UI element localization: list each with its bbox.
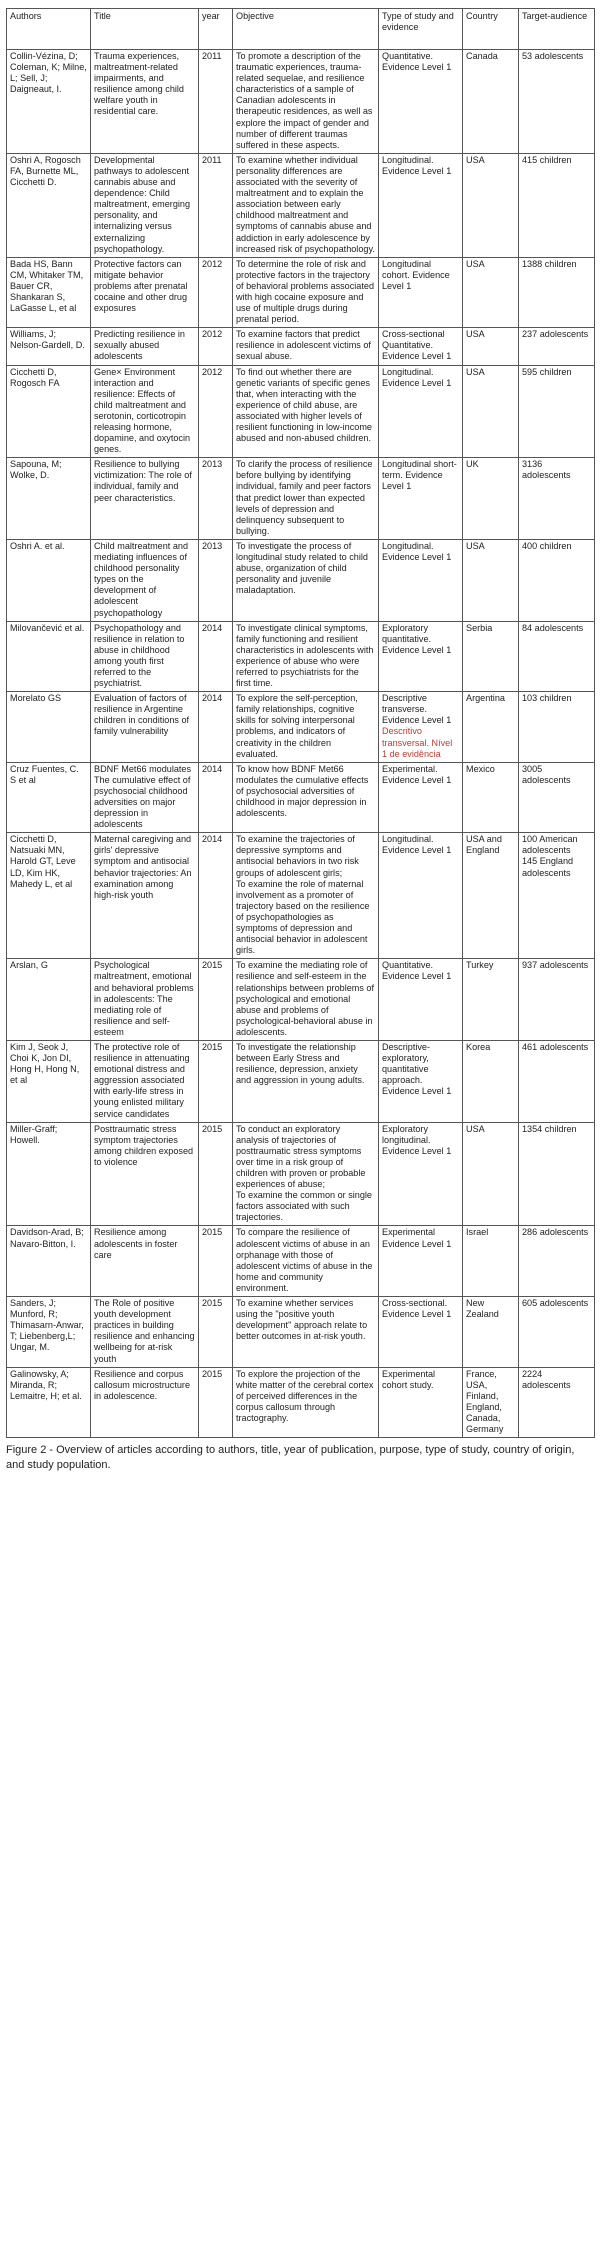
- cell-country: Turkey: [463, 959, 519, 1041]
- cell-title: BDNF Met66 modulates The cumulative effect of psychosocial childhood adversities on major depression in adolescents: [91, 762, 199, 833]
- cell-target: [519, 692, 595, 763]
- cell-type: [379, 328, 463, 365]
- cell-type-text: Longitudinal. Evidence Level 1: [382, 154, 452, 176]
- cell-title: Predicting resilience in sexually abused adolescents: [91, 328, 199, 365]
- cell-year: 2015: [199, 1367, 233, 1438]
- cell-type-text: Quantitative. Evidence Level 1: [382, 51, 452, 73]
- cell-objective-line: To examine whether individual personality differences are associated with the severity of maltreatment and to explain the association between early childhood maltreatment and symptoms of cannabis abuse and addiction in early adolescence by increased risk of psychopathology.: [236, 154, 375, 254]
- cell-target: [519, 1040, 595, 1122]
- cell-objective: [233, 539, 379, 621]
- cell-type-text: Longitudinal. Evidence Level 1: [382, 366, 452, 388]
- cell-title: Trauma experiences, maltreatment-related impairments, and resilience among child welfare youth in residential care.: [91, 50, 199, 154]
- cell-target: [519, 959, 595, 1041]
- cell-title: Gene× Environment interaction and resilience: Effects of child maltreatment and serotonin, corticotropin releasing hormone, dopamine, and oxytocin genes.: [91, 365, 199, 458]
- header-title: Title: [91, 9, 199, 50]
- table-row: [7, 153, 595, 257]
- cell-type-text: Cross-sectional Quantitative. Evidence Level 1: [382, 329, 452, 362]
- cell-title: The Role of positive youth development practices in building resilience and enhancing wellbeing for at-risk youth: [91, 1297, 199, 1368]
- cell-objective-line: To examine the role of maternal involvement as a promoter of trajectory based on the resilience of psychopathologies as symptoms of depression and antisocial behavior in adolescent girls.: [236, 878, 370, 956]
- cell-authors: Milovančević et al.: [7, 621, 91, 692]
- cell-type: [379, 1122, 463, 1226]
- cell-type: [379, 621, 463, 692]
- cell-target-line: 937 adolescents: [522, 960, 589, 971]
- cell-target-line: 237 adolescents: [522, 329, 589, 340]
- cell-title: Resilience among adolescents in foster care: [91, 1226, 199, 1297]
- cell-type-text: Exploratory longitudinal. Evidence Level 1: [382, 1123, 452, 1156]
- cell-objective-line: To investigate clinical symptoms, family functioning and resilient characteristics in adolescents with experience of abuse who were referred to psychiatrists for the first time.: [236, 622, 374, 689]
- table-row: [7, 1122, 595, 1226]
- cell-authors: Bada HS, Bann CM, Whitaker TM, Bauer CR, Shankaran S, LaGasse L, et al: [7, 257, 91, 328]
- cell-type-text: Descriptive-exploratory, quantitative approach. Evidence Level 1: [382, 1041, 452, 1097]
- cell-target-line: 415 children: [522, 154, 572, 165]
- cell-title: Posttraumatic stress symptom trajectories among children exposed to violence: [91, 1122, 199, 1226]
- cell-objective: [233, 833, 379, 959]
- table-row: [7, 621, 595, 692]
- header-country: Country: [463, 9, 519, 50]
- cell-authors: Cicchetti D, Natsuaki MN, Harold GT, Leve LD, Kim HK, Mahedy L, et al: [7, 833, 91, 959]
- header-target: Target-audience: [519, 9, 595, 50]
- cell-target-line: 595 children: [522, 366, 572, 377]
- cell-objective: [233, 1367, 379, 1438]
- cell-objective: [233, 762, 379, 833]
- cell-type: [379, 833, 463, 959]
- cell-objective-line: To know how BDNF Met66 modulates the cumulative effects of psychosocial adversities of childhood in major depression in adolescents.: [236, 763, 369, 819]
- table-row: [7, 328, 595, 365]
- cell-type-text: Longitudinal. Evidence Level 1: [382, 834, 452, 856]
- cell-title: Evaluation of factors of resilience in Argentine children in conditions of family vulnerability: [91, 692, 199, 763]
- cell-type-text: Quantitative. Evidence Level 1: [382, 960, 452, 982]
- table-row: [7, 1367, 595, 1438]
- cell-country: USA: [463, 539, 519, 621]
- cell-authors: Kim J, Seok J, Choi K, Jon DI, Hong H, Hong N, et al: [7, 1040, 91, 1122]
- cell-target-line: 3136 adolescents: [522, 459, 571, 481]
- cell-authors: Cicchetti D, Rogosch FA: [7, 365, 91, 458]
- cell-country: Serbia: [463, 621, 519, 692]
- cell-target: [519, 50, 595, 154]
- cell-title: The protective role of resilience in attenuating emotional distress and aggression associated with early-life stress in young enlisted military service candidates: [91, 1040, 199, 1122]
- cell-objective: [233, 1040, 379, 1122]
- cell-target-line: 3005 adolescents: [522, 763, 571, 785]
- cell-objective-line: To investigate the relationship between Early Stress and resilience, depression, anxiety and aggression in young adults.: [236, 1041, 365, 1086]
- table-row: [7, 762, 595, 833]
- cell-type: [379, 762, 463, 833]
- cell-objective-line: To examine the common or single factors associated with such trajectories.: [236, 1190, 372, 1223]
- cell-type: [379, 539, 463, 621]
- cell-year: 2013: [199, 539, 233, 621]
- cell-target-line: 605 adolescents: [522, 1298, 589, 1309]
- table-row: [7, 50, 595, 154]
- cell-authors: Morelato GS: [7, 692, 91, 763]
- cell-target-line: 145 England adolescents: [522, 856, 574, 878]
- cell-objective-line: To conduct an exploratory analysis of trajectories of posttraumatic stress symptoms over time in a risk group of children with proven or probable experiences of abuse;: [236, 1123, 366, 1190]
- cell-authors: Arslan, G: [7, 959, 91, 1041]
- cell-year: 2014: [199, 762, 233, 833]
- cell-country: USA: [463, 1122, 519, 1226]
- cell-year: 2015: [199, 1297, 233, 1368]
- figure-caption: Figure 2 - Overview of articles according to authors, title, year of publication, purpose, type of study, country of origin, and study population.: [6, 1444, 575, 1471]
- cell-type-text: Experimental cohort study.: [382, 1368, 436, 1390]
- cell-objective: [233, 153, 379, 257]
- cell-type-text: Exploratory quantitative. Evidence Level 1: [382, 622, 452, 655]
- cell-authors: Collin-Vézina, D; Coleman, K; Milne, L; Sell, J; Daigneaut, I.: [7, 50, 91, 154]
- cell-target-line: 53 adolescents: [522, 51, 584, 61]
- cell-objective: [233, 50, 379, 154]
- cell-country: Canada: [463, 50, 519, 154]
- cell-target-line: 286 adolescents: [522, 1227, 589, 1238]
- cell-type-text: Cross-sectional. Evidence Level 1: [382, 1298, 452, 1320]
- cell-target: [519, 1122, 595, 1226]
- cell-type: [379, 1040, 463, 1122]
- cell-country: USA: [463, 365, 519, 458]
- cell-target: [519, 1226, 595, 1297]
- cell-title: Psychopathology and resilience in relation to abuse in childhood among youth first referred to the psychiatrist.: [91, 621, 199, 692]
- cell-title: Protective factors can mitigate behavior problems after prenatal cocaine and other drug exposures: [91, 257, 199, 328]
- cell-objective-line: To explore the self-perception, family relationships, cognitive skills for solving interpersonal problems, and indicators of creativity in the children evaluated.: [236, 693, 358, 759]
- cell-objective-line: To compare the resilience of adolescent victims of abuse in an orphanage with those of adolescent victims of abuse in the home and community environment.: [236, 1227, 373, 1293]
- table-header-row: [7, 9, 595, 50]
- cell-authors: Galinowsky, A; Miranda, R; Lemaitre, H; et al.: [7, 1367, 91, 1438]
- cell-objective: [233, 621, 379, 692]
- cell-type: [379, 1367, 463, 1438]
- cell-country: USA: [463, 257, 519, 328]
- table-row: [7, 257, 595, 328]
- cell-country: Korea: [463, 1040, 519, 1122]
- cell-type-note: Descritivo transversal. Nível 1 de evidência: [382, 726, 453, 759]
- cell-objective-line: To determine the role of risk and protective factors in the trajectory of behavioral problems associated with high cocaine exposure and use of multiple drugs during prenatal period.: [236, 258, 375, 325]
- articles-table: [6, 8, 595, 1438]
- cell-target: [519, 365, 595, 458]
- cell-year: 2015: [199, 959, 233, 1041]
- cell-authors: Williams, J; Nelson-Gardell, D.: [7, 328, 91, 365]
- cell-year: 2014: [199, 621, 233, 692]
- cell-authors: Miller-Graff; Howell.: [7, 1122, 91, 1226]
- cell-objective: [233, 458, 379, 540]
- cell-objective: [233, 1226, 379, 1297]
- cell-type-text: Descriptive transverse. Evidence Level 1: [382, 693, 452, 726]
- table-row: [7, 959, 595, 1041]
- cell-type-text: Experimental Evidence Level 1: [382, 1227, 452, 1249]
- table-row: [7, 1226, 595, 1297]
- cell-country: USA: [463, 153, 519, 257]
- cell-type: [379, 153, 463, 257]
- cell-target: [519, 328, 595, 365]
- table-row: [7, 833, 595, 959]
- cell-target: [519, 153, 595, 257]
- document: [6, 8, 594, 1473]
- table-row: [7, 1040, 595, 1122]
- cell-country: Israel: [463, 1226, 519, 1297]
- cell-type: [379, 1226, 463, 1297]
- cell-objective: [233, 959, 379, 1041]
- cell-year: 2015: [199, 1040, 233, 1122]
- cell-authors: Sanders, J; Munford, R; Thimasarn-Anwar, T; Liebenberg,L; Ungar, M.: [7, 1297, 91, 1368]
- cell-objective: [233, 328, 379, 365]
- cell-target: [519, 458, 595, 540]
- cell-year: 2013: [199, 458, 233, 540]
- cell-country: Mexico: [463, 762, 519, 833]
- cell-objective-line: To clarify the process of resilience before bullying by identifying individual, family and peer factors that predict lower than expected levels of depression and delinquency subsequent to bullying.: [236, 459, 373, 536]
- cell-year: 2011: [199, 50, 233, 154]
- cell-target-line: 2224 adolescents: [522, 1368, 571, 1390]
- cell-authors: Sapouna, M; Wolke, D.: [7, 458, 91, 540]
- cell-authors: Oshri A. et al.: [7, 539, 91, 621]
- cell-target: [519, 621, 595, 692]
- cell-title: Child maltreatment and mediating influences of childhood personality types on the development of adolescent psychopathology: [91, 539, 199, 621]
- cell-type: [379, 959, 463, 1041]
- cell-objective: [233, 1122, 379, 1226]
- cell-target-line: 1354 children: [522, 1123, 577, 1134]
- cell-title: Resilience to bullying victimization: The role of individual, family and peer characteristics.: [91, 458, 199, 540]
- cell-country: France, USA, Finland, England, Canada, Germany: [463, 1367, 519, 1438]
- cell-objective-line: To promote a description of the traumatic experiences, trauma-related sequelae, and resilience characteristics of a sample of Canadian adolescents in therapeutic residences, as well as explore the impact of gender and number of different traumas suffered in these aspects.: [236, 51, 373, 150]
- cell-year: 2014: [199, 692, 233, 763]
- cell-year: 2012: [199, 257, 233, 328]
- cell-year: 2015: [199, 1122, 233, 1226]
- cell-type-text: Longitudinal cohort. Evidence Level 1: [382, 258, 450, 291]
- cell-year: 2012: [199, 365, 233, 458]
- cell-country: Argentina: [463, 692, 519, 763]
- cell-objective-line: To explore the projection of the white matter of the cerebral cortex of perceived differences in the corpus callosum through tractography.: [236, 1368, 374, 1423]
- header-authors: Authors: [7, 9, 91, 50]
- cell-objective-line: To examine whether services using the "positive youth development" approach relate to better outcomes in at-risk youth.: [236, 1298, 368, 1342]
- header-year: year: [199, 9, 233, 50]
- cell-title: Psychological maltreatment, emotional and behavioral problems in adolescents: The mediating role of resilience and self-esteem: [91, 959, 199, 1041]
- cell-title: Developmental pathways to adolescent cannabis abuse and dependence: Child maltreatment, emerging personality, and internalizing versus externalizing psychopathology.: [91, 153, 199, 257]
- cell-target: [519, 539, 595, 621]
- cell-year: 2012: [199, 328, 233, 365]
- cell-target: [519, 833, 595, 959]
- cell-objective-line: To examine the trajectories of depressive symptoms and antisocial behaviors in two risk groups of adolescent girls;: [236, 834, 359, 878]
- cell-type: [379, 257, 463, 328]
- cell-target-line: 84 adolescents: [522, 622, 584, 633]
- cell-country: UK: [463, 458, 519, 540]
- cell-year: 2011: [199, 153, 233, 257]
- cell-country: USA and England: [463, 833, 519, 959]
- cell-target: [519, 1297, 595, 1368]
- cell-authors: Oshri A, Rogosch FA, Burnette ML, Cicchetti D.: [7, 153, 91, 257]
- cell-target: [519, 257, 595, 328]
- cell-objective-line: To investigate the process of longitudinal study related to child abuse, organization of child personality and juvenile maladaptation.: [236, 540, 368, 596]
- cell-type-text: Longitudinal short-term. Evidence Level 1: [382, 459, 457, 492]
- cell-target-line: 1388 children: [522, 258, 577, 269]
- table-row: [7, 692, 595, 763]
- cell-type: [379, 1297, 463, 1368]
- table-body: [7, 50, 595, 1438]
- cell-target-line: 100 American adolescents: [522, 834, 578, 856]
- cell-year: 2014: [199, 833, 233, 959]
- cell-authors: Davidson-Arad, B; Navaro-Bitton, I.: [7, 1226, 91, 1297]
- cell-objective-line: To find out whether there are genetic variants of specific genes that, when interacting with the experience of child abuse, are associated with higher levels of resilient functioning in low-income abused and non-abused children.: [236, 366, 372, 444]
- cell-target: [519, 1367, 595, 1438]
- cell-objective: [233, 257, 379, 328]
- table-row: [7, 365, 595, 458]
- cell-country: USA: [463, 328, 519, 365]
- cell-country: New Zealand: [463, 1297, 519, 1368]
- cell-type-text: Experimental. Evidence Level 1: [382, 763, 452, 785]
- header-objective: Objective: [233, 9, 379, 50]
- cell-authors: Cruz Fuentes, C. S et al: [7, 762, 91, 833]
- cell-type-text: Longitudinal. Evidence Level 1: [382, 540, 452, 563]
- cell-type: [379, 458, 463, 540]
- cell-type: [379, 365, 463, 458]
- cell-type: [379, 692, 463, 763]
- cell-objective: [233, 692, 379, 763]
- cell-year: 2015: [199, 1226, 233, 1297]
- cell-target-line: 461 adolescents: [522, 1041, 589, 1052]
- cell-title: Maternal caregiving and girls' depressive symptom and antisocial behavior trajectories: An examination among high-risk youth: [91, 833, 199, 959]
- cell-type: [379, 50, 463, 154]
- cell-objective-line: To examine factors that predict resilience in adolescent victims of sexual abuse.: [236, 329, 371, 362]
- table-row: [7, 458, 595, 540]
- header-type: Type of study and evidence: [379, 9, 463, 50]
- cell-target: [519, 762, 595, 833]
- cell-objective-line: To examine the mediating role of resilience and self-esteem in the relationships between problems of psychological and emotional abuse and problems of psychological-behavioral abuse in adolescents.: [236, 960, 375, 1037]
- table-row: [7, 539, 595, 621]
- cell-title: Resilience and corpus callosum microstructure in adolescence.: [91, 1367, 199, 1438]
- cell-target-line: 400 children: [522, 540, 572, 551]
- table-row: [7, 1297, 595, 1368]
- cell-objective: [233, 1297, 379, 1368]
- cell-objective: [233, 365, 379, 458]
- cell-target-line: 103 children: [522, 693, 572, 704]
